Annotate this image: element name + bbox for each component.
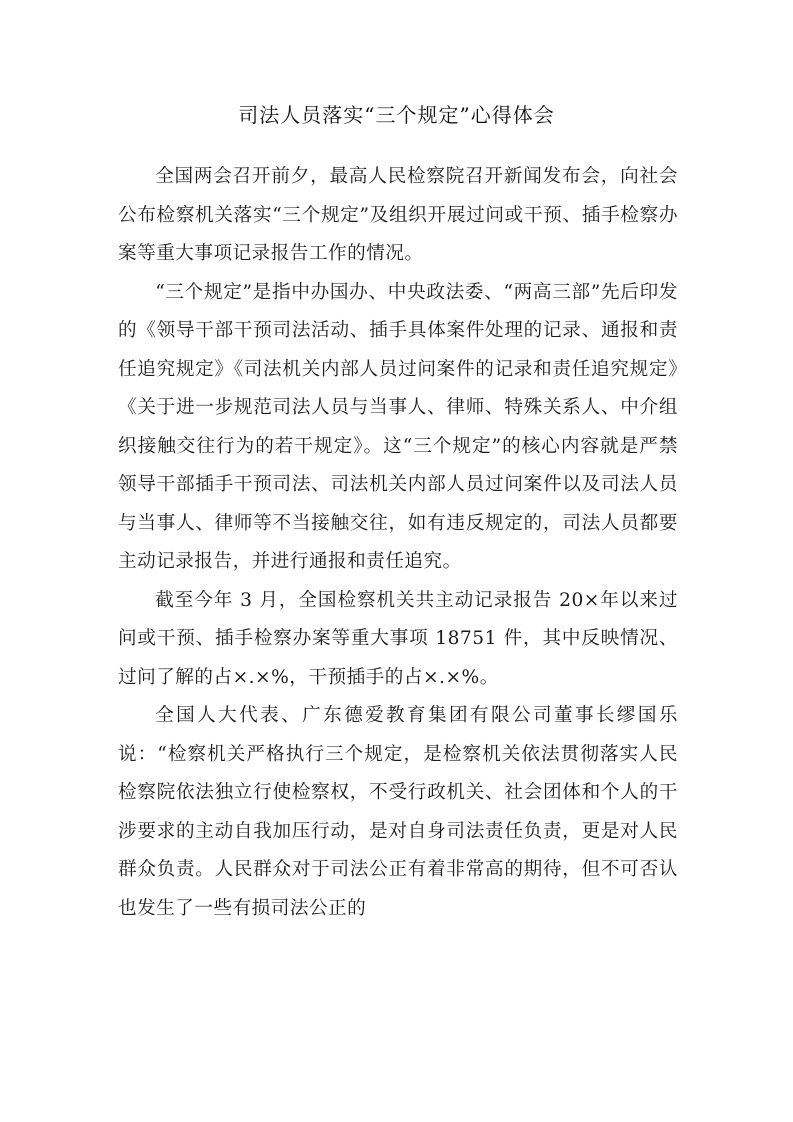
document-body <box>118 158 678 928</box>
document-title: 司法人员落实“三个规定”心得体会 <box>238 103 555 127</box>
paragraph-statistics: 截至今年 3 月，全国检察机关共主动记录报告 20×年以来过问或干预、插手检察办案等重大事项 18751 件，其中反映情况、过问了解的占×.×%，干预插手的占×.×%。 <box>118 589 678 688</box>
paragraph-intro: 全国两会召开前夕，最高人民检察院召开新闻发布会，向社会公布检察机关落实“三个规定”及组织开展过问或干预、插手检察办案等重大事项记录报告工作的情况。 <box>118 166 678 264</box>
paragraph-quote: 全国人大代表、广东德爱教育集团有限公司董事长缪国乐说：“检察机关严格执行三个规定，是检察机关依法贯彻落实人民检察院依法独立行使检察权，不受行政机关、社会团体和个人的干涉要求的主动自我加压行动，是对自身司法责任负责，更是对人民群众负责。人民群众对于司法公正有着非常高的期待，但不可否认也发生了一些有损司法公正的 <box>118 705 678 919</box>
paragraph-three-rules: “三个规定”是指中办国办、中央政法委、“两高三部”先后印发的《领导干部干预司法活动、插手具体案件处理的记录、通报和责任追究规定》《司法机关内部人员过问案件的记录和责任追究规定》《关于进一步规范司法人员与当事人、律师、特殊关系人、中介组织接触交往行为的若干规定》。这“三个规定”的核心内容就是严禁领导干部插手干预司法、司法机关内部人员过问案件以及司法人员与当事人、律师等不当接触交往，如有违反规定的，司法人员都要主动记录报告，并进行通报和责任追究。 <box>118 281 678 572</box>
